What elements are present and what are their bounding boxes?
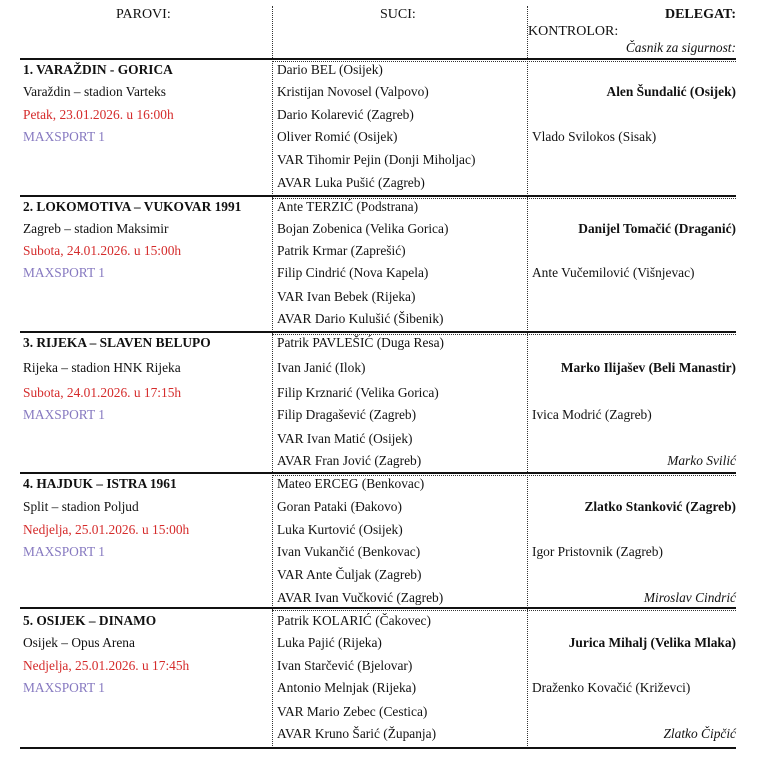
match-delegate: Zlatko Stanković (Zagreb) [584,499,736,514]
match-tv: MAXSPORT 1 [23,680,105,695]
match-security-officer: Miroslav Cindrić [643,590,736,605]
match-tv: MAXSPORT 1 [23,129,105,144]
match-controller: Vlado Svilokos (Sisak) [532,129,657,144]
referee-assistant: Bojan Zobenica (Velika Gorica) [277,221,449,236]
match-controller: Igor Pristovnik (Zagreb) [532,544,663,559]
referee-var: VAR Ivan Matić (Osijek) [277,431,413,446]
match-venue: Osijek – Opus Arena [23,635,135,650]
match-title: 5. OSIJEK – DINAMO [23,613,157,628]
header-delegate: DELEGAT: [664,7,736,22]
section-separator [20,58,736,60]
referee-assistant: Patrik Krmar (Zaprešić) [277,243,406,258]
referee-main: Ante TERZIĆ (Podstrana) [277,199,419,214]
match-tv: MAXSPORT 1 [23,265,105,280]
match-delegate: Jurica Mihalj (Velika Mlaka) [568,635,736,650]
referee-assistant: Luka Pajić (Rijeka) [277,635,382,650]
referee-var: VAR Tihomir Pejin (Donji Miholjac) [277,152,476,167]
section-separator [20,747,736,749]
match-delegate: Marko Ilijašev (Beli Manastir) [560,360,736,375]
match-delegate: Alen Šundalić (Osijek) [606,84,736,99]
referee-avar: AVAR Kruno Šarić (Županja) [277,726,437,741]
match-venue: Rijeka – stadion HNK Rijeka [23,360,181,375]
header-security: Časnik za sigurnost: [625,40,736,55]
match-datetime: Petak, 23.01.2026. u 16:00h [23,107,174,122]
header-pairs: PAROVI: [116,7,171,22]
match-tv: MAXSPORT 1 [23,544,105,559]
referee-fourth: Filip Dragašević (Zagreb) [277,407,417,422]
column-divider-right [527,6,528,748]
referee-assistant: Ivan Starčević (Bjelovar) [277,658,413,673]
referee-assistant: Dario Kolarević (Zagreb) [277,107,414,122]
match-controller: Ante Vučemilović (Višnjevac) [532,265,695,280]
header-controller: KONTROLOR: [528,24,619,39]
match-datetime: Nedjelja, 25.01.2026. u 17:45h [23,658,190,673]
match-venue: Zagreb – stadion Maksimir [23,221,169,236]
referee-fourth: Oliver Romić (Osijek) [277,129,398,144]
match-title: 2. LOKOMOTIVA – VUKOVAR 1991 [23,199,242,214]
referee-avar: AVAR Luka Pušić (Zagreb) [277,175,425,190]
column-divider-left [272,6,273,748]
referee-main: Mateo ERCEG (Benkovac) [277,476,425,491]
match-title: 4. HAJDUK – ISTRA 1961 [23,476,177,491]
referee-assistant: Kristijan Novosel (Valpovo) [277,84,429,99]
referee-avar: AVAR Ivan Vučković (Zagreb) [277,590,444,605]
referee-avar: AVAR Dario Kulušić (Šibenik) [277,311,444,326]
referee-assistant: Goran Pataki (Đakovo) [277,499,402,514]
referee-var: VAR Mario Zebec (Cestica) [277,704,428,719]
match-venue: Varaždin – stadion Varteks [23,84,166,99]
referee-fourth: Ivan Vukančić (Benkovac) [277,544,421,559]
match-title: 3. RIJEKA – SLAVEN BELUPO [23,335,211,350]
header-referees: SUCI: [380,7,416,22]
referee-assistant: Ivan Janić (Ilok) [277,360,366,375]
match-title: 1. VARAŽDIN - GORICA [23,62,173,77]
referee-var: VAR Ivan Bebek (Rijeka) [277,289,416,304]
section-separator [20,607,736,609]
match-security-officer: Zlatko Čipčić [663,726,736,741]
section-separator-dotted [272,610,736,611]
referee-avar: AVAR Fran Jović (Zagreb) [277,453,422,468]
match-venue: Split – stadion Poljud [23,499,139,514]
section-separator [20,195,736,197]
match-datetime: Nedjelja, 25.01.2026. u 15:00h [23,522,190,537]
match-controller: Draženko Kovačić (Križevci) [532,680,691,695]
section-separator [20,331,736,333]
match-datetime: Subota, 24.01.2026. u 15:00h [23,243,182,258]
section-separator [20,472,736,474]
referee-assistant: Luka Kurtović (Osijek) [277,522,403,537]
referee-fourth: Filip Cindrić (Nova Kapela) [277,265,429,280]
referee-assistant: Filip Krznarić (Velika Gorica) [277,385,439,400]
referee-var: VAR Ante Čuljak (Zagreb) [277,567,422,582]
match-tv: MAXSPORT 1 [23,407,105,422]
match-datetime: Subota, 24.01.2026. u 17:15h [23,385,182,400]
referee-main: Patrik PAVLEŠIĆ (Duga Resa) [277,335,445,350]
match-security-officer: Marko Svilić [667,453,736,468]
match-controller: Ivica Modrić (Zagreb) [532,407,652,422]
referee-main: Patrik KOLARIĆ (Čakovec) [277,613,431,628]
referee-fourth: Antonio Melnjak (Rijeka) [277,680,417,695]
match-delegate: Danijel Tomačić (Draganić) [578,221,736,236]
referee-main: Dario BEL (Osijek) [277,62,383,77]
